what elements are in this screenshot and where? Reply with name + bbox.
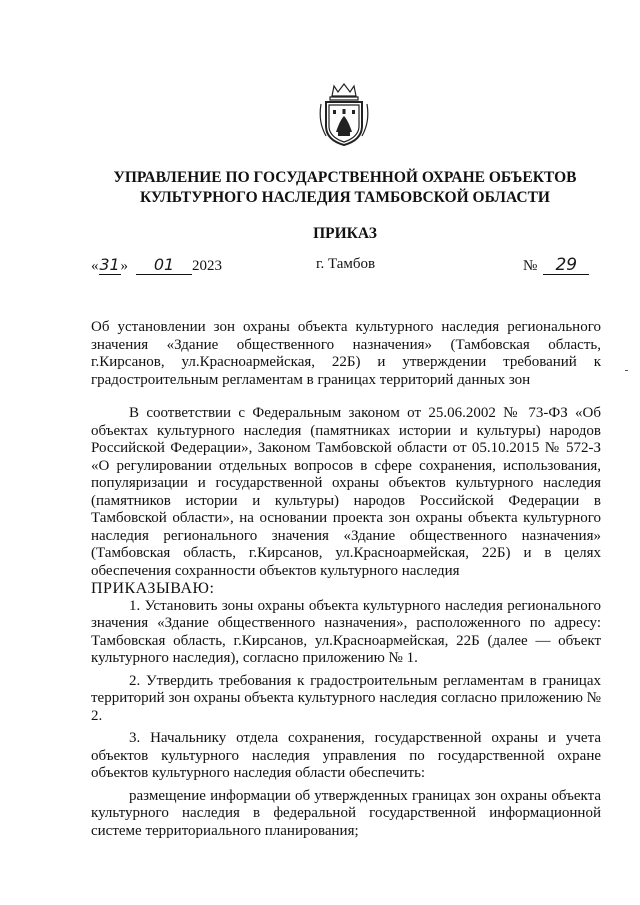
city: г. Тамбов [316,256,376,272]
number-prefix: № [523,258,538,274]
margin-mark [625,370,628,371]
organization-line-2: КУЛЬТУРНОГО НАСЛЕДИЯ ТАМБОВСКОЙ ОБЛАСТИ [140,189,550,206]
order-body [91,405,601,840]
document-type: ПРИКАЗ [313,225,377,242]
item-3: 3. Начальнику отдела сохранения, государственной охраны и учета объектов культурного наследия управления по государственной охране объектов культурного наследия области обеспечить: [91,730,601,781]
organization-line-1: УПРАВЛЕНИЕ ПО ГОСУДАРСТВЕННОЙ ОХРАНЕ ОБЪЕКТОВ [113,169,577,186]
decree-word: ПРИКАЗЫВАЮ: [91,580,215,597]
organization-name [70,168,620,208]
handwritten-month: 01 [136,256,192,275]
order-subject: Об установлении зон охраны объекта культурного наследия регионального значения «Здание общественного назначения» (Тамбовская область, г.Кирсанов, ул.Красноармейская, 22Б) и утверждении требований к градостроительным регламентам в границах территорий данных зон [91,319,601,388]
item-2: 2. Утвердить требования к градостроительным регламентам в границах территорий зон охраны объекта культурного наследия согласно приложению № 2. [91,672,601,724]
quote-close: » [120,258,128,274]
year: 2023 [192,258,222,274]
item-3-subpoint: размещение информации об утвержденных границах зон охраны объекта культурного наследия в федеральной государственной информационной системе территориального планирования; [91,787,601,839]
handwritten-number: 29 [543,256,589,275]
item-1: 1. Установить зоны охраны объекта культурного наследия регионального значения «Здание общественного назначения», расположенного по адресу: Тамбовская область, г.Кирсанов, ул.Красноармейская, 22Б (далее — объект культурного наследия), согласно приложению № 1. [91,597,601,666]
handwritten-day: 31 [99,255,120,274]
order-number [523,256,589,275]
preamble-paragraph: В соответствии с Федеральным законом от 25.06.2002 № 73-ФЗ «Об объектах культурного наследия (памятниках истории и культуры) народов Российской Федерации», Законом Тамбовской области от 05.10.2015 № 572-З «О регулировании отдельных вопросов в сфере сохранения, использования, популяризации и государственной охраны объектов культурного наследия (памятников истории и культуры) народов Российской Федерации в Тамбовской области», на основании проекта зон охраны объекта культурного наследия регионального значения «Здание общественного назначения» (Тамбовская область, г.Кирсанов, ул.Красноармейская, 22Б) и в целях обеспечения сохранности объектов культурного наследия [91,405,601,579]
quote-open: « [91,258,99,274]
order-date [91,256,222,275]
tambov-coat-of-arms-icon [318,82,370,148]
date-number-line [91,256,601,280]
